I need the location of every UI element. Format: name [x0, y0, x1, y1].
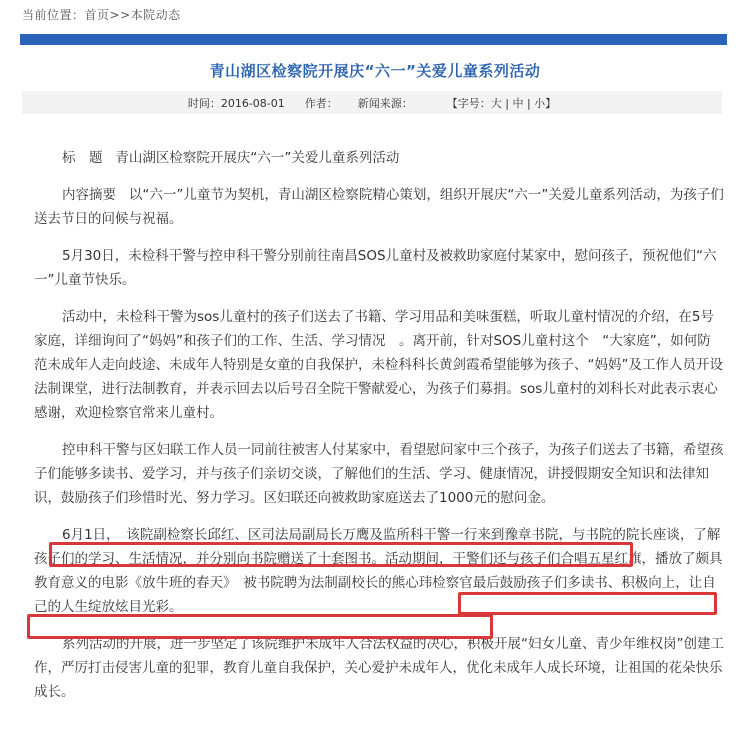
author — [305, 95, 338, 111]
source-label: 新闻来源： — [357, 96, 413, 110]
font-size-small-link[interactable]: 小 — [534, 96, 546, 110]
time-label: 时间： — [187, 96, 221, 110]
title-field-label: 标 题 — [62, 150, 103, 166]
author-label: 作者： — [304, 96, 338, 110]
font-size-label: 【字号： — [446, 96, 491, 110]
header-divider-bar — [20, 34, 727, 45]
font-size-control — [433, 82, 556, 124]
article-meta-bar — [22, 91, 722, 114]
font-size-separator: | — [523, 96, 535, 110]
time-value: 2016-08-01 — [220, 96, 285, 110]
breadcrumb-label: 当前位置： — [22, 8, 85, 22]
paragraph-highlighted — [34, 523, 724, 619]
paragraph-title — [34, 146, 724, 170]
article-body — [34, 146, 724, 717]
breadcrumb — [22, 6, 181, 23]
paragraph: 活动中，未检科干警为sos儿童村的孩子们送去了书籍、学习用品和美味蛋糕，听取儿童村情况的介绍，在5号家庭，详细询问了“妈妈”和孩子们的工作、生活、学习情况 。离开前，针对SOS儿童村这个 “大家庭”，如何防范未成年人走向歧途、未成年人特别是女童的自我保护，未检科科长黄剑霞希望能够为孩子、“妈妈”及工作人员开设法制课堂，进行法制教育，并表示回去以后号召全院干警献爱心，为孩子们募捐。sos儿童村的刘科长对此表示衷心感谢，欢迎检察官常来儿童村。 — [34, 309, 723, 421]
paragraph-text: ，与书院的院长座谈，了解孩子们的学习、生活情况，并分别向书院赠送了十套图书。活动期间，干警们还与孩子们合唱五星红旗，播放了颇具教育意义的电影《放牛班的春天》 — [34, 527, 723, 591]
highlighted-text-1: 6月1日， 该院副检察长邱红、区司法局副局长万鹰及监所科干警一行来到豫章书院 — [62, 527, 559, 543]
font-size-large-link[interactable]: 大 — [490, 96, 502, 110]
font-size-separator: | — [501, 96, 513, 110]
paragraph: 系列活动的开展，进一步坚定了该院维护未成年人合法权益的决心，积极开展“妇女儿童、青少年维权岗”创建工作，严厉打击侵害儿童的犯罪，教育儿童自我保护，关心爱护未成年人，优化未成年人成长环境，让祖国的花朵快乐成长。 — [34, 636, 724, 700]
breadcrumb-separator: >> — [109, 8, 131, 22]
highlighted-text-2: 被书院聘为法制副校长的熊心玮检察官最后鼓励孩子们多读书、积极向上，让自己的人生绽放炫目光彩。 — [34, 575, 716, 615]
paragraph-summary — [34, 183, 724, 231]
article-title: 青山湖区检察院开展庆“六一”关爱儿童系列活动 — [209, 62, 541, 80]
publish-time — [188, 95, 285, 111]
font-size-medium-link[interactable]: 中 — [512, 96, 524, 110]
paragraph: 控申科干警与区妇联工作人员一同前往被害人付某家中，看望慰问家中三个孩子，为孩子们送去了书籍，希望孩子们能够多读书、爱学习，并与孩子们亲切交谈，了解他们的生活、学习、健康情况，讲授假期安全知识和法律知识，鼓励孩子们珍惜时光、努力学习。区妇联还向被救助家庭送去了1000元的慰问金。 — [34, 442, 724, 506]
breadcrumb-home-link[interactable]: 首页 — [84, 8, 110, 22]
summary-field-label: 内容摘要 — [62, 187, 116, 203]
news-source — [358, 95, 413, 111]
breadcrumb-current-link[interactable]: 本院动态 — [130, 8, 181, 22]
font-size-bracket-close: 】 — [545, 96, 557, 110]
summary-field-value: 以“六一”儿童节为契机，青山湖区检察院精心策划，组织开展庆“六一”关爱儿童系列活动，为孩子们送去节日的问候与祝福。 — [34, 187, 724, 227]
title-field-value: 青山湖区检察院开展庆“六一”关爱儿童系列活动 — [115, 150, 400, 166]
paragraph: 5月30日，未检科干警与控申科干警分别前往南昌SOS儿童村及被救助家庭付某家中，慰问孩子，预祝他们“六一”儿童节快乐。 — [34, 248, 717, 288]
